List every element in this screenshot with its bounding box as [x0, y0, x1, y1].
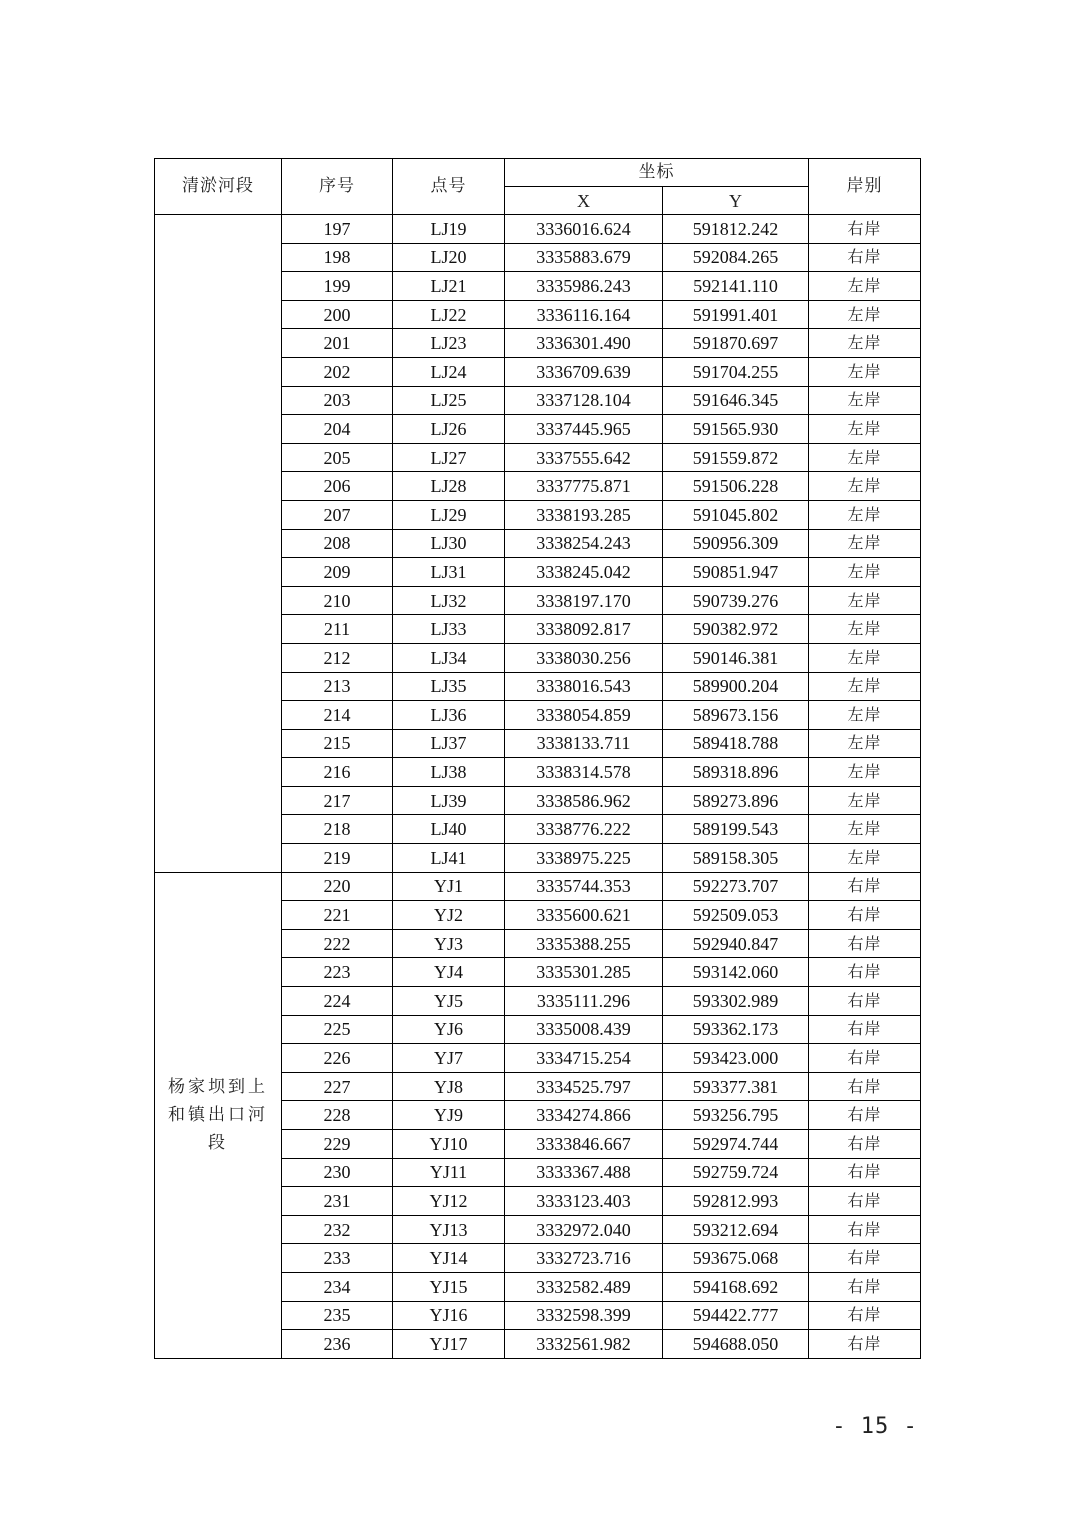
y-coord-cell: 592940.847 [663, 929, 809, 958]
seq-cell: 206 [282, 472, 393, 501]
bank-cell: 右岸 [809, 1015, 921, 1044]
bank-cell: 右岸 [809, 215, 921, 244]
point-cell: YJ8 [393, 1072, 505, 1101]
header-section: 清淤河段 [155, 159, 282, 215]
point-cell: LJ21 [393, 272, 505, 301]
seq-cell: 231 [282, 1187, 393, 1216]
y-coord-cell: 591812.242 [663, 215, 809, 244]
bank-cell: 左岸 [809, 357, 921, 386]
bank-cell: 左岸 [809, 300, 921, 329]
seq-cell: 207 [282, 500, 393, 529]
y-coord-cell: 591559.872 [663, 443, 809, 472]
point-cell: LJ19 [393, 215, 505, 244]
point-cell: YJ16 [393, 1301, 505, 1330]
x-coord-cell: 3337555.642 [505, 443, 663, 472]
bank-cell: 右岸 [809, 1130, 921, 1159]
coordinate-table [154, 158, 921, 1359]
x-coord-cell: 3332972.040 [505, 1215, 663, 1244]
x-coord-cell: 3338254.243 [505, 529, 663, 558]
table-body [155, 215, 921, 1359]
y-coord-cell: 589273.896 [663, 786, 809, 815]
y-coord-cell: 594422.777 [663, 1301, 809, 1330]
x-coord-cell: 3335301.285 [505, 958, 663, 987]
y-coord-cell: 590851.947 [663, 558, 809, 587]
point-cell: LJ29 [393, 500, 505, 529]
bank-cell: 左岸 [809, 643, 921, 672]
seq-cell: 211 [282, 615, 393, 644]
seq-cell: 214 [282, 701, 393, 730]
bank-cell: 左岸 [809, 758, 921, 787]
point-cell: YJ2 [393, 901, 505, 930]
bank-cell: 右岸 [809, 1187, 921, 1216]
y-coord-cell: 591704.255 [663, 357, 809, 386]
y-coord-cell: 591506.228 [663, 472, 809, 501]
x-coord-cell: 3332598.399 [505, 1301, 663, 1330]
point-cell: LJ33 [393, 615, 505, 644]
table-row [155, 215, 921, 244]
seq-cell: 199 [282, 272, 393, 301]
y-coord-cell: 592273.707 [663, 872, 809, 901]
x-coord-cell: 3335600.621 [505, 901, 663, 930]
x-coord-cell: 3337445.965 [505, 415, 663, 444]
bank-cell: 右岸 [809, 1072, 921, 1101]
seq-cell: 218 [282, 815, 393, 844]
bank-cell: 左岸 [809, 815, 921, 844]
bank-cell: 右岸 [809, 1330, 921, 1359]
point-cell: YJ15 [393, 1272, 505, 1301]
y-coord-cell: 591646.345 [663, 386, 809, 415]
seq-cell: 203 [282, 386, 393, 415]
section-cell [155, 215, 282, 873]
x-coord-cell: 3335744.353 [505, 872, 663, 901]
point-cell: YJ3 [393, 929, 505, 958]
seq-cell: 222 [282, 929, 393, 958]
bank-cell: 右岸 [809, 1215, 921, 1244]
x-coord-cell: 3333846.667 [505, 1130, 663, 1159]
y-coord-cell: 593212.694 [663, 1215, 809, 1244]
bank-cell: 左岸 [809, 500, 921, 529]
x-coord-cell: 3336709.639 [505, 357, 663, 386]
seq-cell: 236 [282, 1330, 393, 1359]
x-coord-cell: 3333367.488 [505, 1158, 663, 1187]
point-cell: LJ30 [393, 529, 505, 558]
bank-cell: 左岸 [809, 729, 921, 758]
point-cell: LJ25 [393, 386, 505, 415]
bank-cell: 右岸 [809, 1158, 921, 1187]
point-cell: LJ37 [393, 729, 505, 758]
bank-cell: 左岸 [809, 786, 921, 815]
point-cell: LJ40 [393, 815, 505, 844]
header-x: X [505, 187, 663, 215]
seq-cell: 204 [282, 415, 393, 444]
bank-cell: 左岸 [809, 329, 921, 358]
bank-cell: 左岸 [809, 386, 921, 415]
seq-cell: 201 [282, 329, 393, 358]
x-coord-cell: 3338586.962 [505, 786, 663, 815]
x-coord-cell: 3332723.716 [505, 1244, 663, 1273]
header-y: Y [663, 187, 809, 215]
y-coord-cell: 589199.543 [663, 815, 809, 844]
seq-cell: 235 [282, 1301, 393, 1330]
point-cell: LJ31 [393, 558, 505, 587]
seq-cell: 228 [282, 1101, 393, 1130]
bank-cell: 右岸 [809, 243, 921, 272]
x-coord-cell: 3335388.255 [505, 929, 663, 958]
point-cell: YJ1 [393, 872, 505, 901]
point-cell: LJ20 [393, 243, 505, 272]
y-coord-cell: 594168.692 [663, 1272, 809, 1301]
seq-cell: 210 [282, 586, 393, 615]
seq-cell: 233 [282, 1244, 393, 1273]
bank-cell: 左岸 [809, 529, 921, 558]
bank-cell: 左岸 [809, 701, 921, 730]
y-coord-cell: 593256.795 [663, 1101, 809, 1130]
bank-cell: 左岸 [809, 443, 921, 472]
y-coord-cell: 591991.401 [663, 300, 809, 329]
x-coord-cell: 3338054.859 [505, 701, 663, 730]
x-coord-cell: 3338133.711 [505, 729, 663, 758]
x-coord-cell: 3334715.254 [505, 1044, 663, 1073]
point-cell: YJ12 [393, 1187, 505, 1216]
bank-cell: 右岸 [809, 901, 921, 930]
header-point: 点号 [393, 159, 505, 215]
y-coord-cell: 589158.305 [663, 844, 809, 873]
x-coord-cell: 3337775.871 [505, 472, 663, 501]
page-number: - 15 - [832, 1414, 918, 1439]
x-coord-cell: 3336016.624 [505, 215, 663, 244]
x-coord-cell: 3335986.243 [505, 272, 663, 301]
seq-cell: 205 [282, 443, 393, 472]
x-coord-cell: 3334525.797 [505, 1072, 663, 1101]
y-coord-cell: 592509.053 [663, 901, 809, 930]
seq-cell: 229 [282, 1130, 393, 1159]
point-cell: LJ24 [393, 357, 505, 386]
y-coord-cell: 593423.000 [663, 1044, 809, 1073]
y-coord-cell: 589418.788 [663, 729, 809, 758]
x-coord-cell: 3338197.170 [505, 586, 663, 615]
bank-cell: 左岸 [809, 558, 921, 587]
x-coord-cell: 3335883.679 [505, 243, 663, 272]
header-bank: 岸别 [809, 159, 921, 215]
point-cell: YJ17 [393, 1330, 505, 1359]
y-coord-cell: 590739.276 [663, 586, 809, 615]
x-coord-cell: 3334274.866 [505, 1101, 663, 1130]
seq-cell: 209 [282, 558, 393, 587]
bank-cell: 右岸 [809, 872, 921, 901]
seq-cell: 198 [282, 243, 393, 272]
bank-cell: 左岸 [809, 615, 921, 644]
table-header [155, 159, 921, 215]
bank-cell: 右岸 [809, 929, 921, 958]
y-coord-cell: 590382.972 [663, 615, 809, 644]
y-coord-cell: 592141.110 [663, 272, 809, 301]
y-coord-cell: 593142.060 [663, 958, 809, 987]
seq-cell: 223 [282, 958, 393, 987]
point-cell: YJ5 [393, 987, 505, 1016]
y-coord-cell: 592974.744 [663, 1130, 809, 1159]
point-cell: YJ11 [393, 1158, 505, 1187]
x-coord-cell: 3335008.439 [505, 1015, 663, 1044]
point-cell: YJ14 [393, 1244, 505, 1273]
seq-cell: 226 [282, 1044, 393, 1073]
y-coord-cell: 590146.381 [663, 643, 809, 672]
seq-cell: 202 [282, 357, 393, 386]
point-cell: LJ38 [393, 758, 505, 787]
point-cell: LJ23 [393, 329, 505, 358]
x-coord-cell: 3338975.225 [505, 844, 663, 873]
x-coord-cell: 3338314.578 [505, 758, 663, 787]
point-cell: YJ9 [393, 1101, 505, 1130]
y-coord-cell: 593675.068 [663, 1244, 809, 1273]
x-coord-cell: 3332582.489 [505, 1272, 663, 1301]
seq-cell: 215 [282, 729, 393, 758]
point-cell: LJ34 [393, 643, 505, 672]
point-cell: YJ6 [393, 1015, 505, 1044]
section-cell: 杨家坝到上和镇出口河段 [155, 872, 282, 1358]
y-coord-cell: 589900.204 [663, 672, 809, 701]
seq-cell: 221 [282, 901, 393, 930]
point-cell: YJ10 [393, 1130, 505, 1159]
x-coord-cell: 3338030.256 [505, 643, 663, 672]
seq-cell: 234 [282, 1272, 393, 1301]
bank-cell: 右岸 [809, 1301, 921, 1330]
x-coord-cell: 3338193.285 [505, 500, 663, 529]
bank-cell: 左岸 [809, 415, 921, 444]
y-coord-cell: 593377.381 [663, 1072, 809, 1101]
bank-cell: 左岸 [809, 844, 921, 873]
y-coord-cell: 590956.309 [663, 529, 809, 558]
y-coord-cell: 592812.993 [663, 1187, 809, 1216]
bank-cell: 左岸 [809, 272, 921, 301]
seq-cell: 225 [282, 1015, 393, 1044]
bank-cell: 右岸 [809, 1101, 921, 1130]
bank-cell: 右岸 [809, 987, 921, 1016]
x-coord-cell: 3338245.042 [505, 558, 663, 587]
x-coord-cell: 3337128.104 [505, 386, 663, 415]
x-coord-cell: 3336116.164 [505, 300, 663, 329]
bank-cell: 左岸 [809, 672, 921, 701]
x-coord-cell: 3333123.403 [505, 1187, 663, 1216]
seq-cell: 230 [282, 1158, 393, 1187]
header-coord: 坐标 [505, 159, 809, 187]
point-cell: LJ28 [393, 472, 505, 501]
point-cell: LJ26 [393, 415, 505, 444]
point-cell: LJ39 [393, 786, 505, 815]
y-coord-cell: 591565.930 [663, 415, 809, 444]
seq-cell: 197 [282, 215, 393, 244]
seq-cell: 217 [282, 786, 393, 815]
bank-cell: 右岸 [809, 1044, 921, 1073]
seq-cell: 200 [282, 300, 393, 329]
point-cell: LJ35 [393, 672, 505, 701]
point-cell: LJ32 [393, 586, 505, 615]
point-cell: LJ27 [393, 443, 505, 472]
bank-cell: 右岸 [809, 958, 921, 987]
x-coord-cell: 3332561.982 [505, 1330, 663, 1359]
seq-cell: 227 [282, 1072, 393, 1101]
seq-cell: 208 [282, 529, 393, 558]
y-coord-cell: 589673.156 [663, 701, 809, 730]
x-coord-cell: 3336301.490 [505, 329, 663, 358]
bank-cell: 左岸 [809, 586, 921, 615]
y-coord-cell: 592084.265 [663, 243, 809, 272]
y-coord-cell: 594688.050 [663, 1330, 809, 1359]
x-coord-cell: 3338092.817 [505, 615, 663, 644]
point-cell: YJ4 [393, 958, 505, 987]
bank-cell: 左岸 [809, 472, 921, 501]
y-coord-cell: 593302.989 [663, 987, 809, 1016]
y-coord-cell: 591870.697 [663, 329, 809, 358]
y-coord-cell: 591045.802 [663, 500, 809, 529]
seq-cell: 212 [282, 643, 393, 672]
point-cell: YJ7 [393, 1044, 505, 1073]
y-coord-cell: 592759.724 [663, 1158, 809, 1187]
table-row [155, 872, 921, 901]
point-cell: LJ36 [393, 701, 505, 730]
y-coord-cell: 589318.896 [663, 758, 809, 787]
seq-cell: 224 [282, 987, 393, 1016]
x-coord-cell: 3338776.222 [505, 815, 663, 844]
seq-cell: 213 [282, 672, 393, 701]
y-coord-cell: 593362.173 [663, 1015, 809, 1044]
seq-cell: 232 [282, 1215, 393, 1244]
x-coord-cell: 3335111.296 [505, 987, 663, 1016]
seq-cell: 219 [282, 844, 393, 873]
bank-cell: 右岸 [809, 1244, 921, 1273]
seq-cell: 216 [282, 758, 393, 787]
point-cell: LJ22 [393, 300, 505, 329]
header-seq: 序号 [282, 159, 393, 215]
bank-cell: 右岸 [809, 1272, 921, 1301]
point-cell: YJ13 [393, 1215, 505, 1244]
seq-cell: 220 [282, 872, 393, 901]
point-cell: LJ41 [393, 844, 505, 873]
x-coord-cell: 3338016.543 [505, 672, 663, 701]
